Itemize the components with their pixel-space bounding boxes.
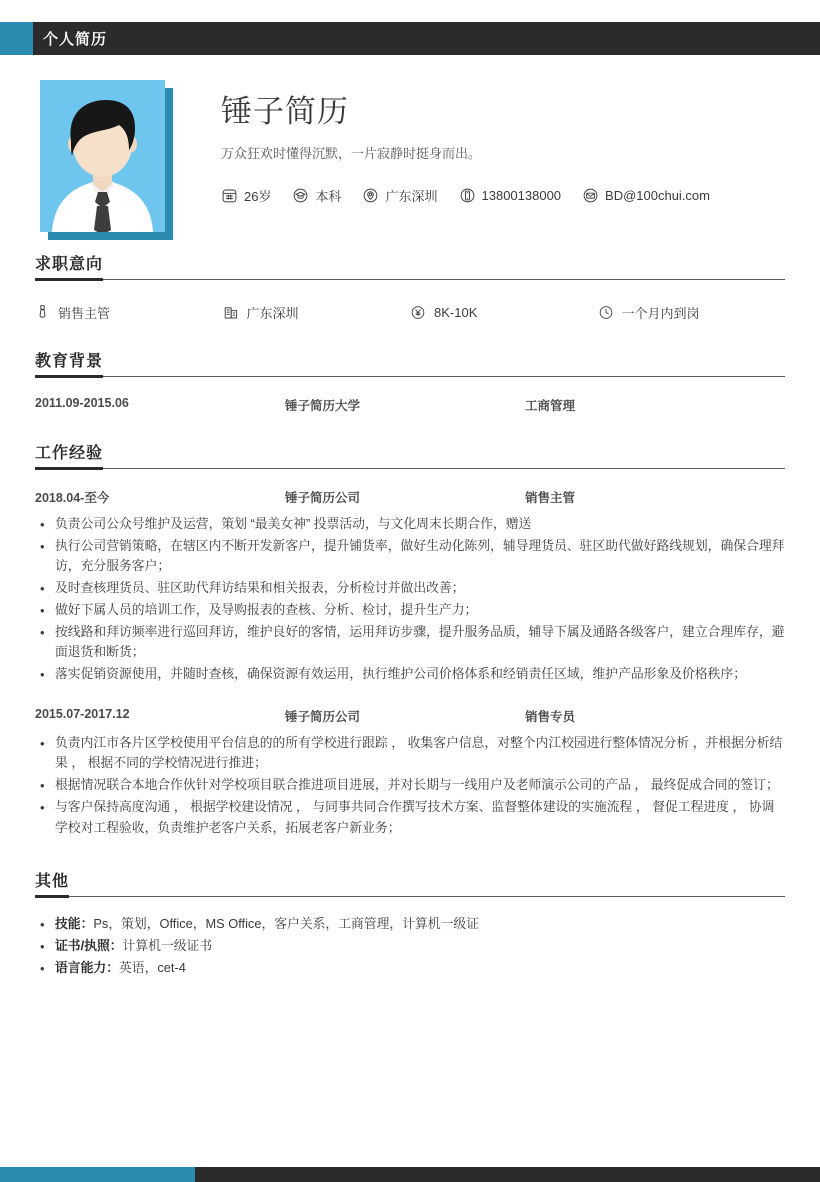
section-header	[35, 868, 785, 898]
envelope-icon	[582, 187, 599, 204]
section-rule	[35, 279, 785, 280]
other-languages	[53, 958, 785, 979]
contact-education	[292, 186, 341, 205]
section-work-experience	[0, 440, 820, 838]
education-school: 锤子简历大学	[285, 399, 361, 413]
profile-section	[0, 55, 820, 225]
job-role: 销售专员	[525, 709, 576, 724]
other-languages-label: 语言能力：	[55, 959, 119, 975]
intention-availability	[598, 303, 786, 322]
job-company: 锤子简历公司	[285, 709, 361, 724]
intention-grid	[35, 297, 785, 322]
job-meta	[35, 705, 785, 725]
job-bullet: • 做好下属人员的培训工作，及导购报表的查核、分析、检讨，提升生产力；	[53, 600, 785, 621]
building-icon	[223, 304, 239, 321]
section-title-other: 其他	[35, 868, 69, 898]
section-rule	[35, 896, 785, 897]
page-header-bar	[0, 22, 820, 55]
tie-icon	[35, 304, 50, 321]
intention-city-value: 广东深圳	[246, 306, 299, 321]
graduation-cap-icon	[292, 187, 309, 204]
contact-email	[582, 187, 710, 204]
section-education	[0, 348, 820, 414]
contact-phone-value: 13800138000	[481, 188, 562, 203]
avatar-photo	[40, 80, 165, 232]
header-title-bar	[33, 22, 820, 55]
avatar	[40, 80, 173, 240]
job-bullet: • 负责内江市各片区学校使用平台信息的的所有学校进行跟踪 ， 收集客户信息，对整个内江校园进行整体情况分析 ，并根据分析结果 ， 根据不同的学校情况进行推进；	[53, 733, 785, 774]
header-accent-block	[0, 22, 33, 55]
job-entry	[35, 705, 785, 839]
intention-position	[35, 303, 223, 322]
section-rule	[35, 376, 785, 377]
calendar-icon	[221, 187, 238, 204]
section-other	[0, 868, 820, 978]
job-company: 锤子简历公司	[285, 491, 361, 505]
job-bullet: • 负责公司公众号维护及运营，策划 “最美女神” 投票活动，与文化周末长期合作，赠送	[53, 514, 785, 535]
contact-location	[362, 186, 437, 205]
job-bullet: • 按线路和拜访频率进行巡回拜访，维护良好的客情，运用拜访步骤，提升服务品质，辅导下属及通路各级客户，建立合理库存，避面退货和断货；	[53, 622, 785, 663]
job-bullet: • 与客户保持高度沟通 ， 根据学校建设情况 ， 与同事共同合作撰写技术方案、监督整体建设的实施流程 ， 督促工程进度 ， 协调学校对工程验收，负责维护老客户关系，拓展老客户新业务；	[53, 797, 785, 838]
other-skills-value: Ps，策划，Office，MS Office，客户关系，工商管理，计算机一级证	[93, 916, 479, 932]
section-header	[35, 251, 785, 281]
section-title-education: 教育背景	[35, 348, 103, 378]
intention-availability-value: 一个月内到岗	[621, 306, 700, 321]
job-entry	[35, 486, 785, 685]
education-major: 工商管理	[525, 399, 576, 413]
page-footer-bar	[0, 1167, 820, 1182]
intention-salary-value: 8K-10K	[434, 305, 478, 320]
job-bullet: • 落实促销资源使用，并随时查核，确保资源有效运用，执行维护公司价格体系和经销责任区域，维护产品形象及价格秩序；	[53, 664, 785, 685]
page-title: 个人简历	[43, 31, 108, 48]
education-date: 2011.09-2015.06	[35, 396, 129, 410]
job-meta	[35, 486, 785, 506]
person-avatar-illustration	[40, 80, 165, 232]
section-rule	[35, 468, 785, 469]
contact-education-value: 本科	[315, 189, 342, 204]
contact-age	[221, 186, 271, 205]
job-date: 2018.04-至今	[35, 491, 110, 505]
contact-location-value: 广东深圳	[385, 189, 438, 204]
clock-icon	[598, 304, 614, 321]
other-certificates	[53, 936, 785, 957]
job-bullet: • 及时查核理货员、驻区助代拜访结果和相关报表，分析检讨并做出改善；	[53, 578, 785, 599]
section-title-intention: 求职意向	[35, 251, 103, 281]
section-header	[35, 440, 785, 470]
section-job-intention	[0, 251, 820, 322]
job-bullets	[35, 514, 785, 685]
intention-salary	[410, 303, 598, 322]
contact-phone	[459, 187, 562, 204]
person-tagline: 万众狂欢时懂得沉默，一片寂静时挺身而出。	[221, 146, 482, 161]
contact-email-value: BD@100chui.com	[605, 188, 710, 203]
education-entry	[35, 394, 785, 414]
contact-row	[221, 186, 710, 205]
contact-age-value: 26岁	[244, 189, 272, 204]
yen-circle-icon	[410, 304, 426, 321]
job-role: 销售主管	[525, 491, 576, 505]
intention-city	[223, 303, 411, 322]
person-name: 锤子简历	[221, 94, 349, 129]
section-header	[35, 348, 785, 378]
other-certificates-label: 证书/执照：	[55, 938, 123, 954]
job-bullets	[35, 733, 785, 839]
other-skills	[53, 914, 785, 935]
intention-position-value: 销售主管	[58, 306, 111, 321]
job-bullet: • 根据情况联合本地合作伙针对学校项目联合推进项目进展，并对长期与一线用户及老师演示公司的产品 ， 最终促成合同的签订；	[53, 775, 785, 796]
profile-info	[173, 80, 710, 225]
other-list	[35, 914, 785, 978]
phone-icon	[459, 187, 476, 204]
footer-accent-block	[0, 1167, 195, 1182]
other-certificates-value: 计算机一级证书	[122, 938, 213, 954]
other-skills-label: 技能：	[55, 916, 94, 932]
location-pin-icon	[362, 187, 379, 204]
footer-bar	[195, 1167, 820, 1182]
other-languages-value: 英语，cet-4	[118, 959, 186, 975]
job-date: 2015.07-2017.12	[35, 706, 130, 721]
job-bullet: • 执行公司营销策略，在辖区内不断开发新客户，提升铺货率，做好生动化陈列，辅导理货员、驻区助代做好路线规划，确保合理拜访，充分服务客户；	[53, 536, 785, 577]
section-title-experience: 工作经验	[35, 440, 103, 470]
